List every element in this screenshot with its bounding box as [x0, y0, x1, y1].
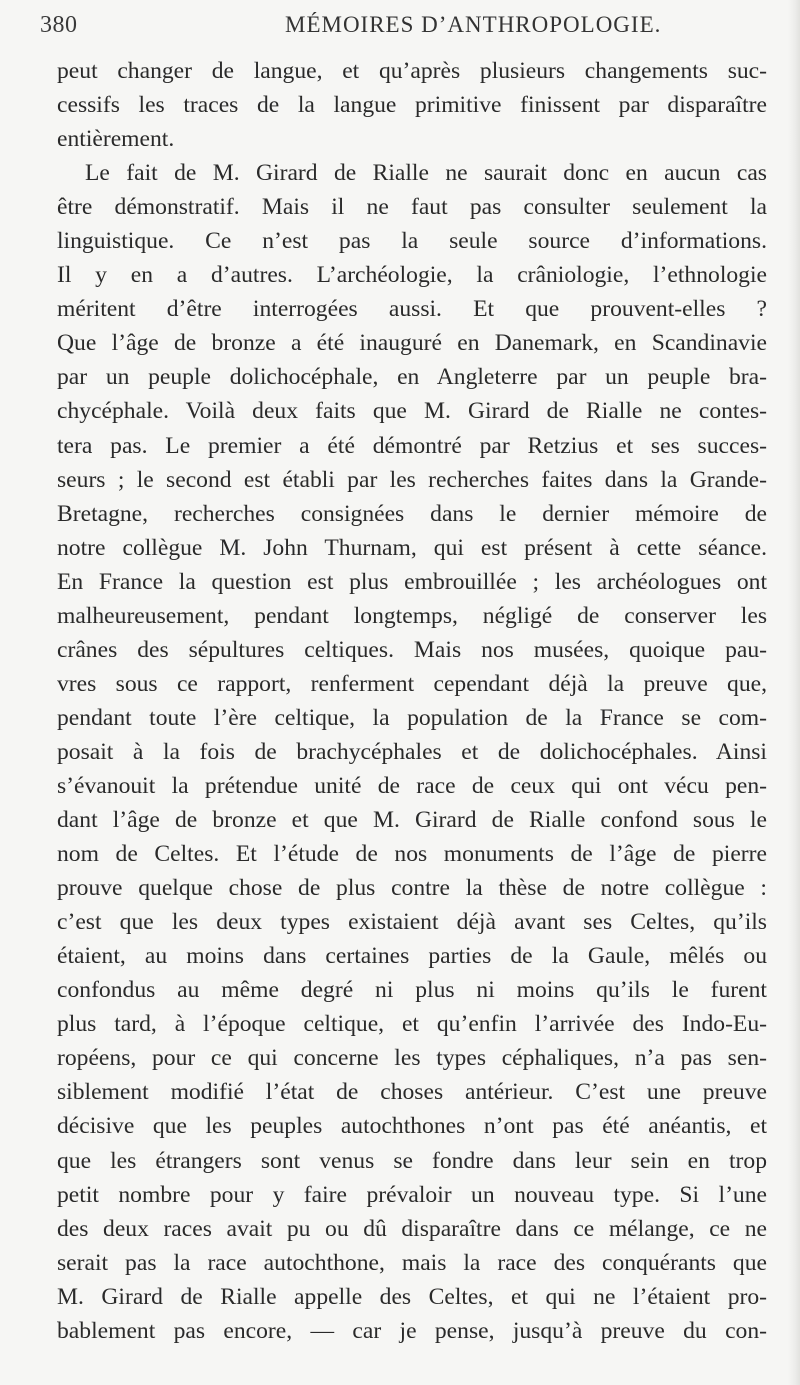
text-line: entièrement. [57, 126, 175, 153]
text-line: siblement modifié l’état de choses antérieur. C’est une preuve [57, 1079, 767, 1106]
text-line: nom de Celtes. Et l’étude de nos monuments de l’âge de pierre [57, 841, 767, 868]
text-line: seurs ; le second est établi par les recherches faites dans la Grande- [57, 466, 767, 493]
text-line: serait pas la race autochthone, mais la race des conquérants que [57, 1249, 767, 1276]
text-line: bablement pas encore, — car je pense, jusqu’à preuve du con- [57, 1317, 767, 1344]
page-number: 380 [40, 12, 78, 38]
text-line: cessifs les traces de la langue primitive finissent par disparaître [57, 92, 767, 119]
running-head: MÉMOIRES D’ANTHROPOLOGIE. [285, 12, 662, 37]
text-line: dant l’âge de bronze et que M. Girard de Rialle confond sous le [57, 807, 767, 834]
text-line: Il y en a d’autres. L’archéologie, la crâniologie, l’ethnologie [57, 262, 767, 289]
text-line: plus tard, à l’époque celtique, et qu’enfin l’arrivée des Indo-Eu- [57, 1011, 767, 1038]
text-line: crânes des sépultures celtiques. Mais nos musées, quoique pau- [57, 636, 767, 663]
text-line: être démonstratif. Mais il ne faut pas consulter seulement la [57, 194, 767, 221]
text-line: Bretagne, recherches consignées dans le dernier mémoire de [57, 500, 767, 527]
page-edge-shadow [788, 0, 800, 1385]
text-line: ropéens, pour ce qui concerne les types céphaliques, n’a pas sen- [57, 1045, 767, 1072]
text-line: chycéphale. Voilà deux faits que M. Girard de Rialle ne contes- [57, 398, 767, 425]
page-header [40, 4, 740, 48]
text-line: linguistique. Ce n’est pas la seule source d’informations. [57, 228, 767, 255]
text-line: peut changer de langue, et qu’après plusieurs changements suc- [57, 58, 767, 84]
text-line: décisive que les peuples autochthones n’ont pas été anéantis, et [57, 1113, 767, 1140]
text-line: pendant toute l’ère celtique, la population de la France se com- [57, 704, 767, 731]
text-line: confondus au même degré ni plus ni moins qu’ils le furent [57, 977, 767, 1004]
text-line: M. Girard de Rialle appelle des Celtes, et qui ne l’étaient pro- [57, 1283, 767, 1310]
text-line: posait à la fois de brachycéphales et de dolichocéphales. Ainsi [57, 738, 767, 765]
text-line: s’évanouit la prétendue unité de race de ceux qui ont vécu pen- [57, 772, 767, 799]
text-line: malheureusement, pendant longtemps, négligé de conserver les [57, 602, 767, 629]
body-text [57, 54, 767, 1348]
text-line: petit nombre pour y faire prévaloir un nouveau type. Si l’une [57, 1181, 767, 1208]
text-line: En France la question est plus embrouillée ; les archéologues ont [57, 568, 767, 595]
text-line: par un peuple dolichocéphale, en Angleterre par un peuple bra- [57, 364, 767, 391]
text-line: étaient, au moins dans certaines parties de la Gaule, mêlés ou [57, 943, 767, 970]
text-line: vres sous ce rapport, renferment cependant déjà la preuve que, [57, 670, 767, 697]
text-line: prouve quelque chose de plus contre la thèse de notre collègue : [57, 875, 767, 902]
text-line: notre collègue M. John Thurnam, qui est présent à cette séance. [57, 534, 767, 561]
text-line: des deux races avait pu ou dû disparaître dans ce mélange, ce ne [57, 1215, 767, 1242]
text-line: méritent d’être interrogées aussi. Et que prouvent-elles ? [57, 296, 767, 323]
text-line: Le fait de M. Girard de Rialle ne saurait donc en aucun cas [85, 160, 767, 187]
text-line: que les étrangers sont venus se fondre dans leur sein en trop [57, 1147, 767, 1174]
text-line: Que l’âge de bronze a été inauguré en Danemark, en Scandinavie [57, 330, 767, 357]
text-line: c’est que les deux types existaient déjà avant ses Celtes, qu’ils [57, 909, 767, 936]
text-line: tera pas. Le premier a été démontré par Retzius et ses succes- [57, 432, 767, 459]
